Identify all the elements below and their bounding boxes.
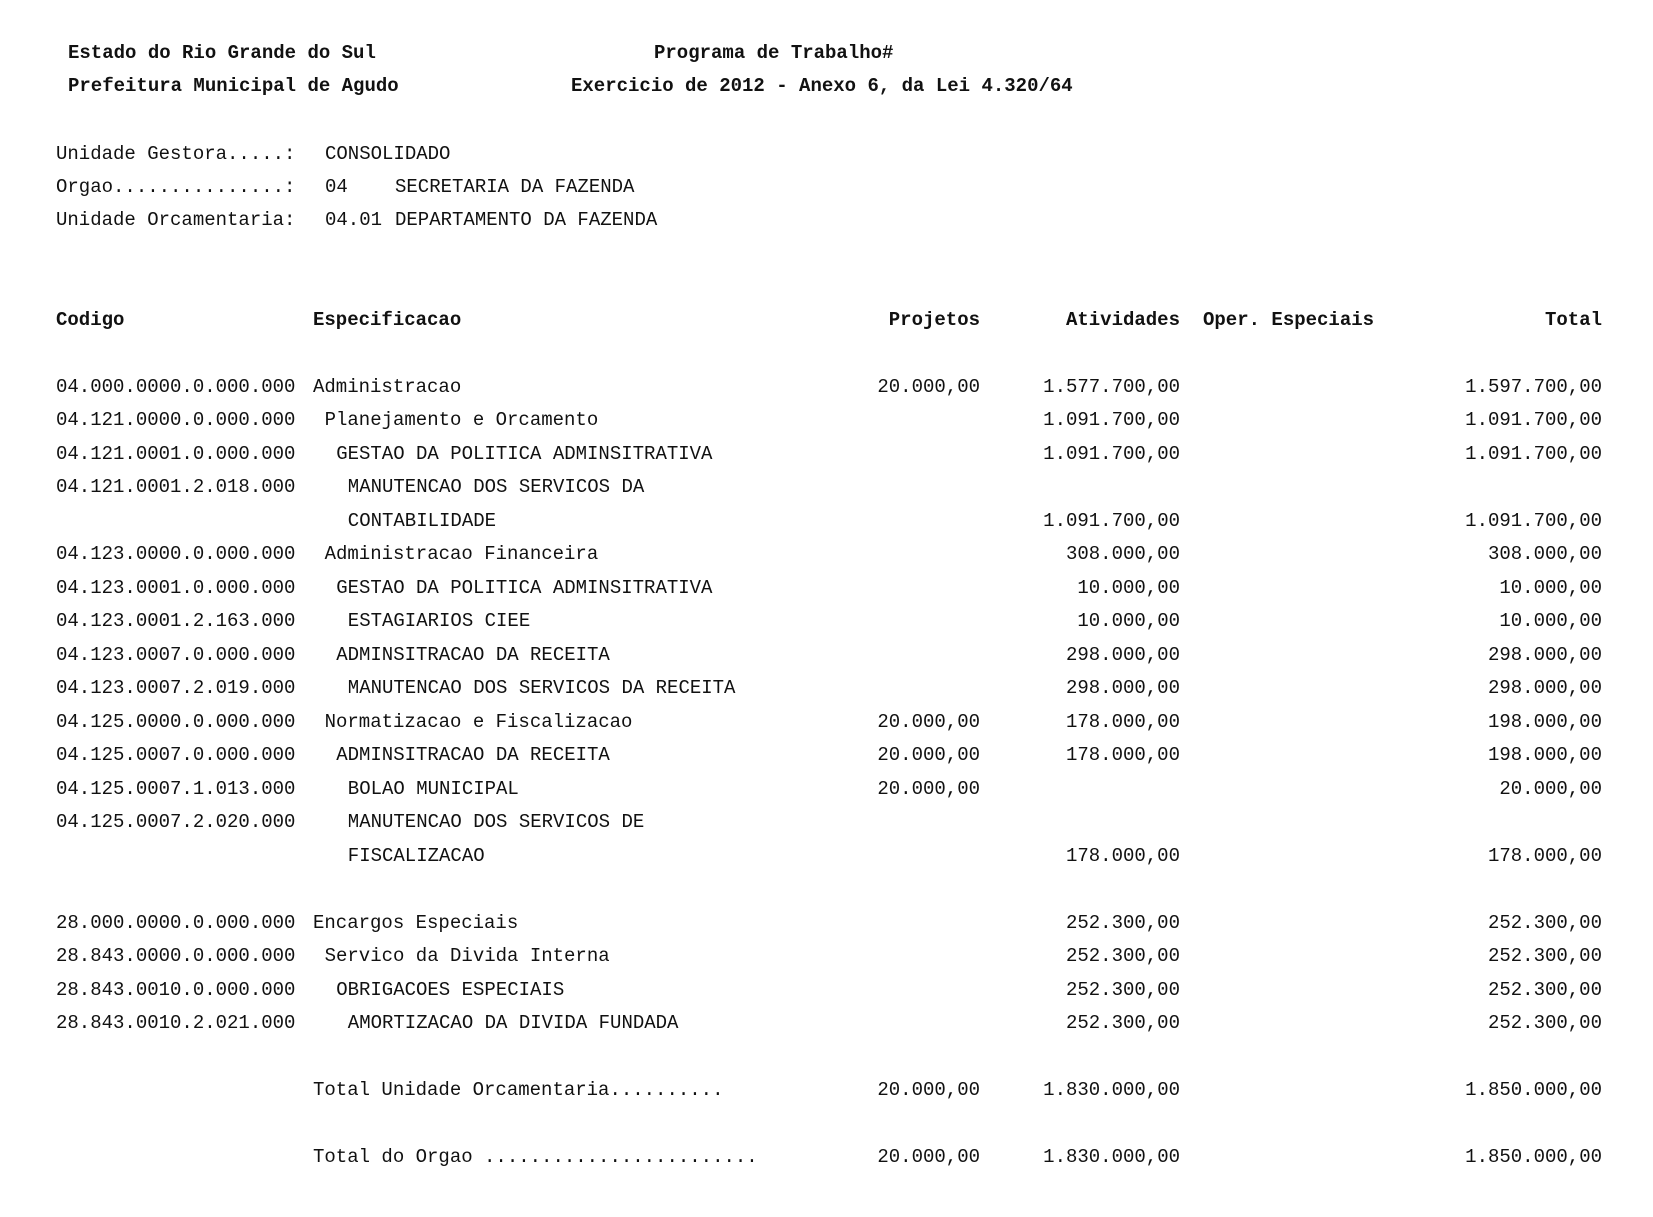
row-atividades: 178.000,00 xyxy=(1065,711,1180,733)
row-total: 20.000,00 xyxy=(1499,778,1602,800)
row-especificacao: CONTABILIDADE xyxy=(347,510,497,532)
row-atividades: 178.000,00 xyxy=(1065,744,1180,766)
row-especificacao: MANUTENCAO DOS SERVICOS DE xyxy=(347,811,645,833)
row-especificacao: Administracao xyxy=(313,376,462,398)
row-especificacao: ESTAGIARIOS CIEE xyxy=(347,610,531,632)
row-especificacao: AMORTIZACAO DA DIVIDA FUNDADA xyxy=(347,1012,679,1034)
row-especificacao: OBRIGACOES ESPECIAIS xyxy=(336,979,565,1001)
row-total: 198.000,00 xyxy=(1487,711,1602,733)
column-header-especificacao: Especificacao xyxy=(313,309,462,331)
row-projetos: 20.000,00 xyxy=(877,744,980,766)
row-especificacao: MANUTENCAO DOS SERVICOS DA RECEITA xyxy=(347,677,736,699)
row-especificacao: GESTAO DA POLITICA ADMINSITRATIVA xyxy=(336,443,713,465)
row-codigo: 04.123.0007.2.019.000 xyxy=(56,677,296,699)
row-codigo: 04.123.0000.0.000.000 xyxy=(56,543,296,565)
row-atividades: 308.000,00 xyxy=(1065,543,1180,565)
row-especificacao: Administracao Financeira xyxy=(324,543,599,565)
row-atividades: 252.300,00 xyxy=(1065,979,1180,1001)
column-header-codigo: Codigo xyxy=(56,309,125,331)
column-header-atividades: Atividades xyxy=(1065,309,1180,331)
row-especificacao: MANUTENCAO DOS SERVICOS DA xyxy=(347,476,645,498)
row-projetos: 20.000,00 xyxy=(877,376,980,398)
column-header-oper-especiais: Oper. Especiais xyxy=(1203,309,1375,331)
orgao-name: SECRETARIA DA FAZENDA xyxy=(395,176,635,198)
report-subtitle: Exercicio de 2012 - Anexo 6, da Lei 4.320/64 xyxy=(571,75,1073,97)
row-atividades: 1.091.700,00 xyxy=(1043,443,1180,465)
row-codigo: 04.123.0001.0.000.000 xyxy=(56,577,296,599)
prefecture-name: Prefeitura Municipal de Agudo xyxy=(68,75,399,97)
row-atividades: 1.091.700,00 xyxy=(1043,510,1180,532)
column-header-projetos: Projetos xyxy=(888,309,980,331)
row-atividades: 252.300,00 xyxy=(1065,945,1180,967)
row-atividades: 178.000,00 xyxy=(1065,845,1180,867)
row-total: 298.000,00 xyxy=(1487,677,1602,699)
row-total: 10.000,00 xyxy=(1499,610,1602,632)
row-especificacao: BOLAO MUNICIPAL xyxy=(347,778,519,800)
row-especificacao: Normatizacao e Fiscalizacao xyxy=(324,711,633,733)
row-atividades: 298.000,00 xyxy=(1065,677,1180,699)
unidade-orcamentaria-name: DEPARTAMENTO DA FAZENDA xyxy=(395,209,658,231)
row-codigo: 28.000.0000.0.000.000 xyxy=(56,912,296,934)
report-title: Programa de Trabalho# xyxy=(654,42,894,64)
row-codigo: 04.000.0000.0.000.000 xyxy=(56,376,296,398)
row-atividades: 1.577.700,00 xyxy=(1043,376,1180,398)
row-especificacao: GESTAO DA POLITICA ADMINSITRATIVA xyxy=(336,577,713,599)
row-projetos: 20.000,00 xyxy=(877,711,980,733)
row-codigo: 04.125.0007.2.020.000 xyxy=(56,811,296,833)
row-especificacao: Servico da Divida Interna xyxy=(324,945,610,967)
row-total: 252.300,00 xyxy=(1487,912,1602,934)
row-especificacao: Planejamento e Orcamento xyxy=(324,409,599,431)
unidade-gestora-label: Unidade Gestora.....: xyxy=(56,143,296,165)
total-label: Total Unidade Orcamentaria.......... xyxy=(313,1079,724,1101)
row-atividades: 10.000,00 xyxy=(1077,610,1180,632)
row-total: 252.300,00 xyxy=(1487,979,1602,1001)
row-codigo: 04.121.0001.0.000.000 xyxy=(56,443,296,465)
total-label: Total do Orgao ........................ xyxy=(313,1146,758,1168)
row-codigo: 28.843.0010.2.021.000 xyxy=(56,1012,296,1034)
row-total: 198.000,00 xyxy=(1487,744,1602,766)
row-total: 298.000,00 xyxy=(1487,644,1602,666)
total-value: 1.850.000,00 xyxy=(1465,1146,1602,1168)
row-total: 1.091.700,00 xyxy=(1465,510,1602,532)
row-total: 178.000,00 xyxy=(1487,845,1602,867)
row-codigo: 04.123.0007.0.000.000 xyxy=(56,644,296,666)
row-codigo: 04.125.0007.1.013.000 xyxy=(56,778,296,800)
row-atividades: 252.300,00 xyxy=(1065,912,1180,934)
row-total: 252.300,00 xyxy=(1487,945,1602,967)
row-codigo: 04.123.0001.2.163.000 xyxy=(56,610,296,632)
state-name: Estado do Rio Grande do Sul xyxy=(68,42,376,64)
orgao-code: 04 xyxy=(325,176,348,198)
row-total: 252.300,00 xyxy=(1487,1012,1602,1034)
orgao-label: Orgao...............: xyxy=(56,176,296,198)
row-atividades: 298.000,00 xyxy=(1065,644,1180,666)
unidade-orcamentaria-label: Unidade Orcamentaria: xyxy=(56,209,296,231)
unidade-orcamentaria-code: 04.01 xyxy=(325,209,383,231)
total-projetos: 20.000,00 xyxy=(877,1079,980,1101)
row-total: 10.000,00 xyxy=(1499,577,1602,599)
row-total: 1.091.700,00 xyxy=(1465,443,1602,465)
row-codigo: 28.843.0000.0.000.000 xyxy=(56,945,296,967)
row-especificacao: ADMINSITRACAO DA RECEITA xyxy=(336,644,610,666)
column-header-total: Total xyxy=(1544,309,1602,331)
row-total: 1.091.700,00 xyxy=(1465,409,1602,431)
row-atividades: 10.000,00 xyxy=(1077,577,1180,599)
row-codigo: 04.121.0001.2.018.000 xyxy=(56,476,296,498)
row-total: 1.597.700,00 xyxy=(1465,376,1602,398)
row-codigo: 04.121.0000.0.000.000 xyxy=(56,409,296,431)
row-atividades: 252.300,00 xyxy=(1065,1012,1180,1034)
row-especificacao: FISCALIZACAO xyxy=(347,845,485,867)
row-especificacao: Encargos Especiais xyxy=(313,912,519,934)
row-codigo: 28.843.0010.0.000.000 xyxy=(56,979,296,1001)
row-codigo: 04.125.0000.0.000.000 xyxy=(56,711,296,733)
total-atividades: 1.830.000,00 xyxy=(1043,1146,1180,1168)
total-projetos: 20.000,00 xyxy=(877,1146,980,1168)
row-especificacao: ADMINSITRACAO DA RECEITA xyxy=(336,744,610,766)
row-atividades: 1.091.700,00 xyxy=(1043,409,1180,431)
unidade-gestora-value: CONSOLIDADO xyxy=(325,143,451,165)
row-total: 308.000,00 xyxy=(1487,543,1602,565)
total-value: 1.850.000,00 xyxy=(1465,1079,1602,1101)
total-atividades: 1.830.000,00 xyxy=(1043,1079,1180,1101)
row-codigo: 04.125.0007.0.000.000 xyxy=(56,744,296,766)
row-projetos: 20.000,00 xyxy=(877,778,980,800)
